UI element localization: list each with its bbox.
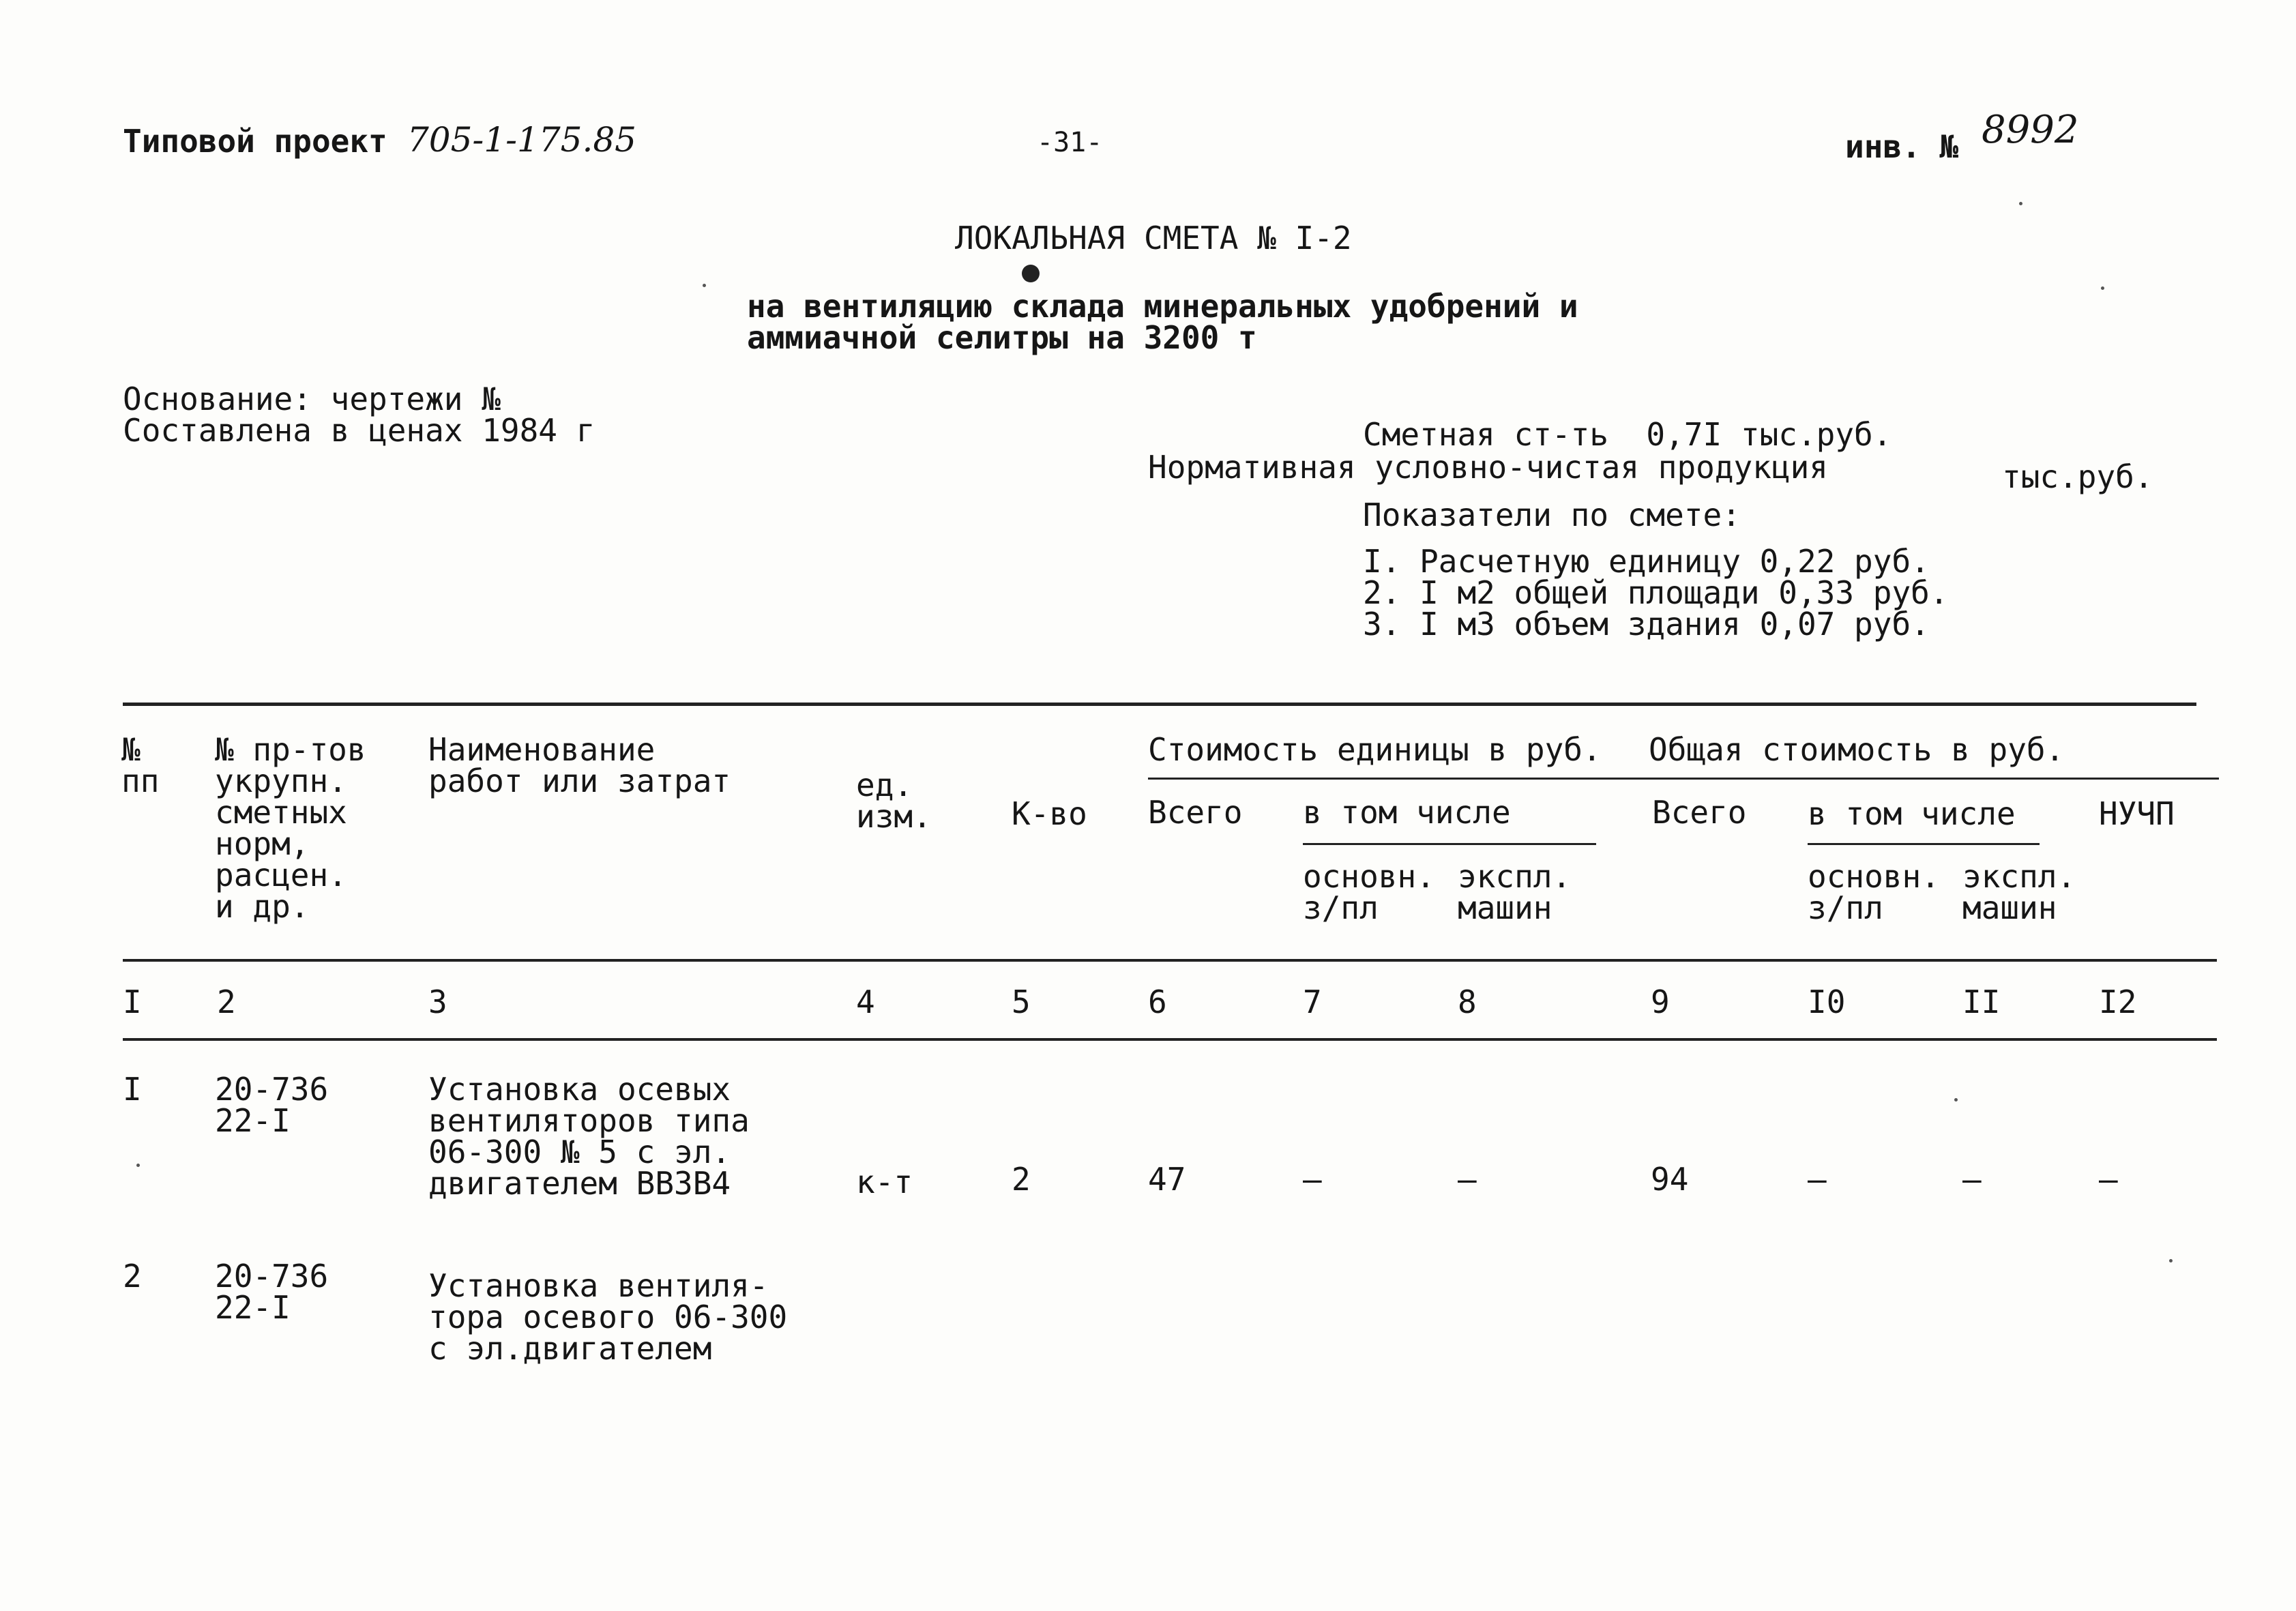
header-unit-total: Всего xyxy=(1148,794,1243,831)
column-number: I xyxy=(123,984,142,1020)
table-top-rule xyxy=(123,703,2196,706)
column-number: 7 xyxy=(1303,984,1322,1020)
scan-speck xyxy=(2101,286,2104,290)
header-total-cost: Общая стоимость в руб. xyxy=(1649,731,2065,768)
header-unit-cost: Стоимость единицы в руб. xyxy=(1148,731,1602,768)
column-number: II xyxy=(1962,984,2001,1020)
numbers-bottom-rule xyxy=(123,1038,2217,1041)
normative-product: Нормативная условно-чистая продукция xyxy=(1148,449,1828,486)
normative-unit: тыс.руб. xyxy=(2002,458,2153,495)
header-unit-incl: в том числе xyxy=(1303,794,1511,831)
basis-prices: Составлена в ценах 1984 г xyxy=(123,412,595,449)
estimate-subject-2: аммиачной селитры на 3200 т xyxy=(747,319,1257,356)
inv-number: 8992 xyxy=(1982,108,2079,152)
indicator-3: 3. I м3 объем здания 0,07 руб. xyxy=(1363,606,1930,642)
indicator-1: I. Расчетную единицу 0,22 руб. xyxy=(1363,543,1930,580)
row-total-machines: – xyxy=(1962,1161,1982,1198)
estimate-title: ЛОКАЛЬНАЯ СМЕТА № I-2 xyxy=(955,220,1352,256)
row-grand-total: 94 xyxy=(1651,1161,1689,1198)
header-unit-machines: экспл. машин xyxy=(1458,858,1572,926)
row-work-name: Установка вентиля- тора осевого 06-300 с эл.двигателем xyxy=(428,1267,788,1367)
scan-speck xyxy=(703,284,706,287)
column-number: 2 xyxy=(217,984,236,1020)
header-unit-wage: основн. з/пл xyxy=(1303,858,1435,926)
incl2-underline xyxy=(1808,843,2040,845)
header-unit: ед. изм. xyxy=(856,767,932,835)
page-number: -31- xyxy=(1037,127,1103,158)
header-row-number: № пп xyxy=(121,731,160,799)
column-number: I0 xyxy=(1808,984,1846,1020)
scan-speck xyxy=(136,1164,140,1167)
header-total-wage: основн. з/пл xyxy=(1808,858,1940,926)
row-work-name: Установка осевых вентиляторов типа 06-300 № 5 с эл. двигателем ВВЗВ4 xyxy=(428,1071,750,1202)
header-quantity: К-во xyxy=(1012,795,1087,832)
row-total-wage: – xyxy=(1808,1161,1827,1198)
header-grand-total: Всего xyxy=(1652,794,1747,831)
column-number: 3 xyxy=(428,984,447,1020)
basis-drawings: Основание: чертежи № xyxy=(123,381,501,417)
inv-label: инв. № xyxy=(1845,128,1959,165)
row-quantity: 2 xyxy=(1012,1161,1031,1198)
scan-speck xyxy=(2169,1259,2173,1262)
header-total-machines: экспл. машин xyxy=(1962,858,2076,926)
row-norm-code: 20-736 22-I xyxy=(215,1071,329,1139)
column-number: I2 xyxy=(2099,984,2137,1020)
project-label: Типовой проект xyxy=(123,123,387,160)
title-mark xyxy=(1022,265,1040,282)
estimate-subject-1: на вентиляцию склада минеральных удобрений и xyxy=(747,288,1578,325)
header-nuchp: НУЧП xyxy=(2099,795,2175,832)
row-unit-total: 47 xyxy=(1148,1161,1186,1198)
header-norm-code: № пр-тов укрупн. сметных норм, расцен. и др. xyxy=(215,731,366,925)
row-number: I xyxy=(123,1071,142,1108)
incl1-underline xyxy=(1303,843,1596,845)
column-number: 4 xyxy=(856,984,875,1020)
row-nuchp: – xyxy=(2099,1161,2118,1198)
column-number: 9 xyxy=(1651,984,1670,1020)
column-number: 5 xyxy=(1012,984,1031,1020)
indicators-title: Показатели по смете: xyxy=(1363,497,1741,533)
project-number: 705-1-175.85 xyxy=(407,120,636,160)
row-unit: к-т xyxy=(856,1164,913,1200)
cost-groups-rule xyxy=(1148,778,2219,780)
indicator-2: 2. I м2 общей площади 0,33 руб. xyxy=(1363,574,1949,611)
header-work-name: Наименование работ или затрат xyxy=(428,731,731,799)
row-number: 2 xyxy=(123,1258,142,1295)
column-number: 8 xyxy=(1458,984,1477,1020)
header-bottom-rule xyxy=(123,959,2217,962)
header-total-incl: в том числе xyxy=(1808,795,2016,832)
estimated-cost: Сметная ст-ть 0,7I тыс.руб. xyxy=(1363,416,1892,453)
row-norm-code: 20-736 22-I xyxy=(215,1258,329,1326)
scan-speck xyxy=(1954,1098,1958,1102)
column-number: 6 xyxy=(1148,984,1167,1020)
row-unit-machines: – xyxy=(1458,1161,1477,1198)
row-unit-wage: – xyxy=(1303,1161,1322,1198)
scan-speck xyxy=(2019,202,2022,205)
